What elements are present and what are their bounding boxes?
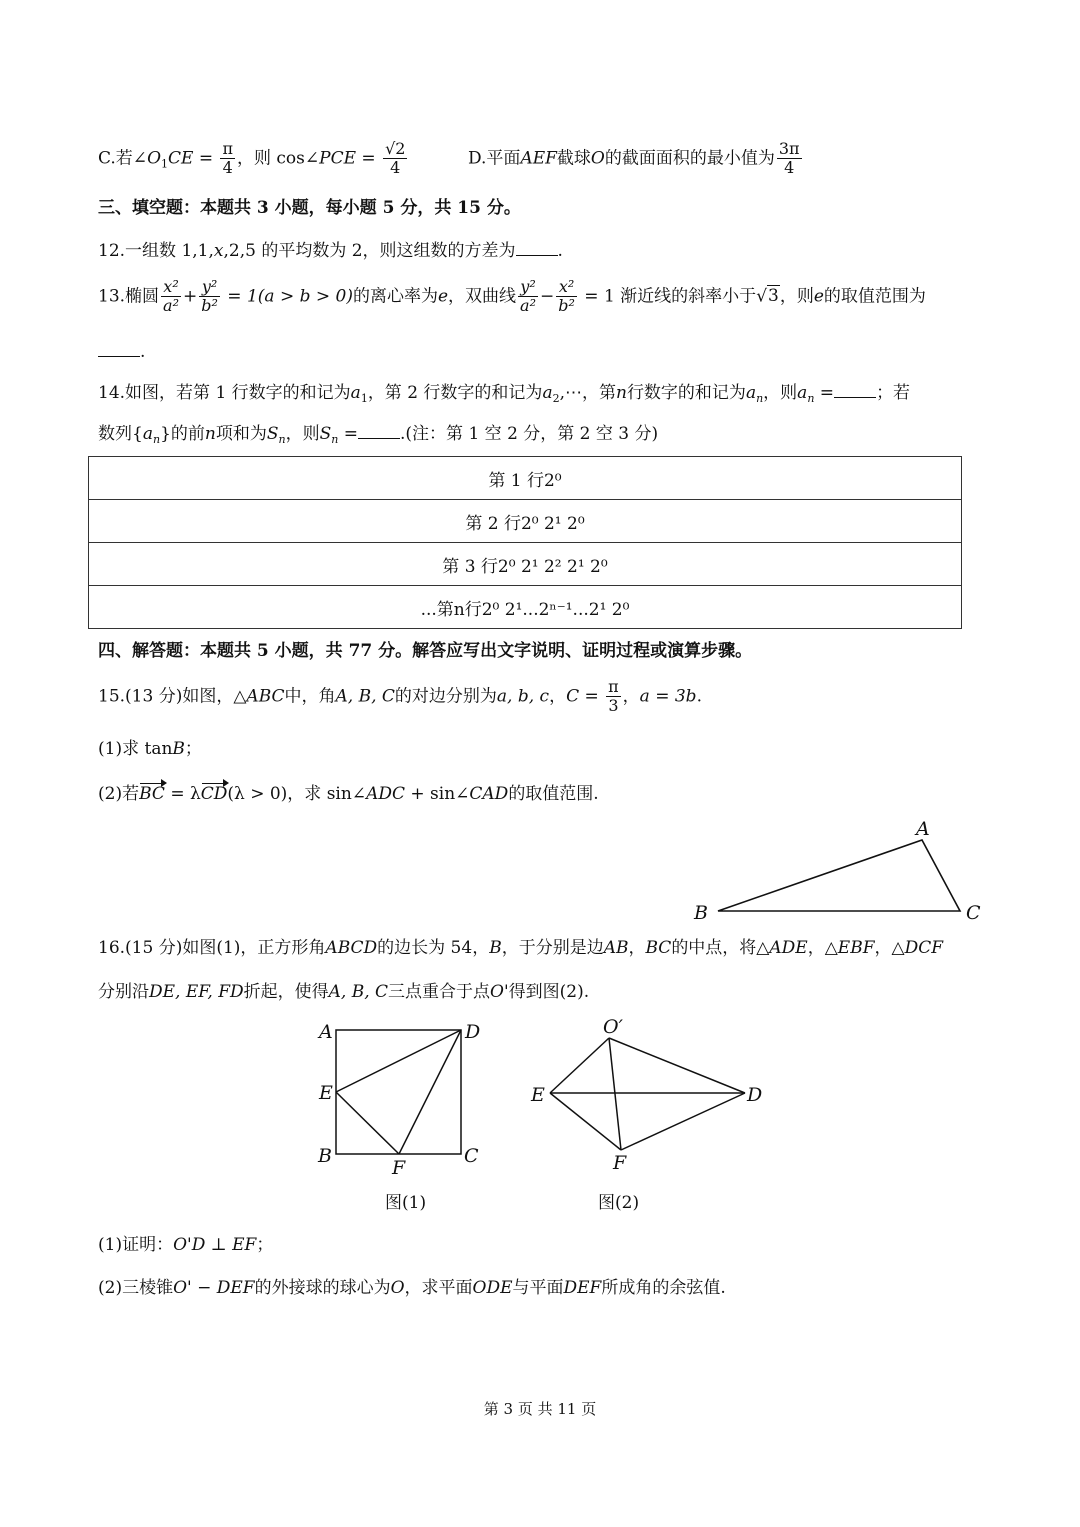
question-16-line-2: 分别沿DE, EF, FD折起，使得A, B, C三点重合于点O'得到图(2). [98, 982, 590, 1002]
q11-option-d: D.平面AEF截球O的截面面积的最小值为 $\frac{3\pi}{4}$ [468, 139, 800, 178]
q11-option-c: C.若$\angle O_1CE$ = $\frac{\pi}{4}$ ，则 cos∠PCE = $\frac{√2}{4}$ [98, 139, 406, 178]
table-row [89, 457, 962, 500]
triangle-abc [718, 840, 960, 911]
label-b: B [318, 1145, 332, 1167]
segment-of [609, 1038, 621, 1150]
figure-1-square [310, 1015, 490, 1180]
question-15-part-2: (2)若BC = λCD(λ > 0)，求 sin∠ADC + sin∠CAD的取值范围. [98, 784, 599, 804]
label-o-prime: O′ [603, 1016, 623, 1038]
answer-blank [516, 241, 558, 256]
answer-blank [98, 342, 140, 357]
page-footer: 第 3 页 共 11 页 [483, 1400, 597, 1418]
table-cell: 第 2 行2⁰ 2¹ 2⁰ [89, 500, 962, 543]
fraction-3pi-over-4: $\frac{3\pi}{4}$ [778, 139, 800, 178]
label-e: E [531, 1084, 545, 1106]
segment-ef [336, 1092, 399, 1154]
table-cell: 第 3 行2⁰ 2¹ 2² 2¹ 2⁰ [89, 543, 962, 586]
segment-fd [399, 1030, 461, 1154]
label-f: F [392, 1157, 406, 1179]
label-b: B [694, 902, 708, 924]
question-15-stem: 15.(13 分)如图，△ABC中，角A, B, C的对边分别为a, b, c，C = $\frac{\pi}{3}$ ，a = 3b. [98, 677, 702, 716]
triangle-figure [690, 815, 990, 930]
table-row [89, 586, 962, 629]
segment-fd [621, 1093, 745, 1150]
fraction-pi-over-4: $\frac{\pi}{4}$ [222, 139, 233, 178]
question-12: 12.一组数 1,1,x,2,5 的平均数为 2，则这组数的方差为 . [98, 241, 563, 261]
question-15-part-1: (1)求 tanB； [98, 739, 202, 759]
question-13-blank-line: . [98, 342, 145, 362]
figure-2-caption: 图(2) [598, 1193, 640, 1213]
answer-blank [358, 424, 400, 439]
label-d: D [747, 1084, 763, 1106]
section-3-heading: 三、填空题：本题共 3 小题，每小题 5 分，共 15 分。 [98, 198, 521, 218]
segment-ef [550, 1093, 621, 1150]
section-4-heading: 四、解答题：本题共 5 小题，共 77 分。解答应写出文字说明、证明过程或演算步骤。 [98, 641, 753, 661]
question-16-line-1: 16.(15 分)如图(1)，正方形角ABCD的边长为 54，B，于分别是边AB，BC的中点，将△ADE，△EBF，△DCF [98, 938, 944, 958]
question-14-line-1: 14.如图，若第 1 行数字的和记为$a_1$，第 2 行数字的和记为$a_2,\cdots$，第n行数字的和记为$a_n$，则$a_n$ = ；若 [98, 383, 911, 405]
number-rows-table [88, 456, 962, 629]
label-a: A [916, 818, 930, 840]
segment-od [609, 1038, 745, 1093]
table-cell: ...第n行2⁰ 2¹...2ⁿ⁻¹...2¹ 2⁰ [89, 586, 962, 629]
label-f: F [613, 1152, 627, 1174]
label-c: C [464, 1145, 479, 1167]
question-13: 13.椭圆 $\frac{\text{x²}}{\text{a²}}$ + $\frac{\text{y²}}{\text{b²}}$ = 1(a > b > 0)的离心率为e，双曲线 $\frac{\text{y²}}{\text{a²}}$ − $\frac{\text{x²}}{\text{b²}}$ = 1 渐近线的斜率小于√3，则e的取值范围为 [98, 277, 926, 316]
label-c: C [966, 902, 981, 924]
fraction-sqrt2-over-4: $\frac{√2}{4}$ [385, 139, 406, 178]
figure-2-tetrahedron [525, 1015, 770, 1180]
question-16-part-1: (1)证明：O'D ⊥ EF； [98, 1235, 274, 1255]
answer-blank [834, 383, 876, 398]
table-cell: 第 1 行2⁰ [89, 457, 962, 500]
figure-1-caption: 图(1) [385, 1193, 427, 1213]
segment-ed [336, 1030, 461, 1092]
question-16-part-2: (2)三棱锥O' − DEF的外接球的球心为O，求平面ODE与平面DEF所成角的余弦值. [98, 1278, 726, 1298]
label-a: A [319, 1021, 333, 1043]
table-row [89, 543, 962, 586]
table-row [89, 500, 962, 543]
square-abcd [336, 1030, 461, 1154]
segment-oe [550, 1038, 609, 1093]
label-e: E [319, 1082, 333, 1104]
question-14-line-2: 数列$\{a_n\}$的前n项和为$S_n$，则$S_n$ = .(注：第 1 空 2 分，第 2 空 3 分) [98, 424, 659, 446]
label-d: D [465, 1021, 481, 1043]
